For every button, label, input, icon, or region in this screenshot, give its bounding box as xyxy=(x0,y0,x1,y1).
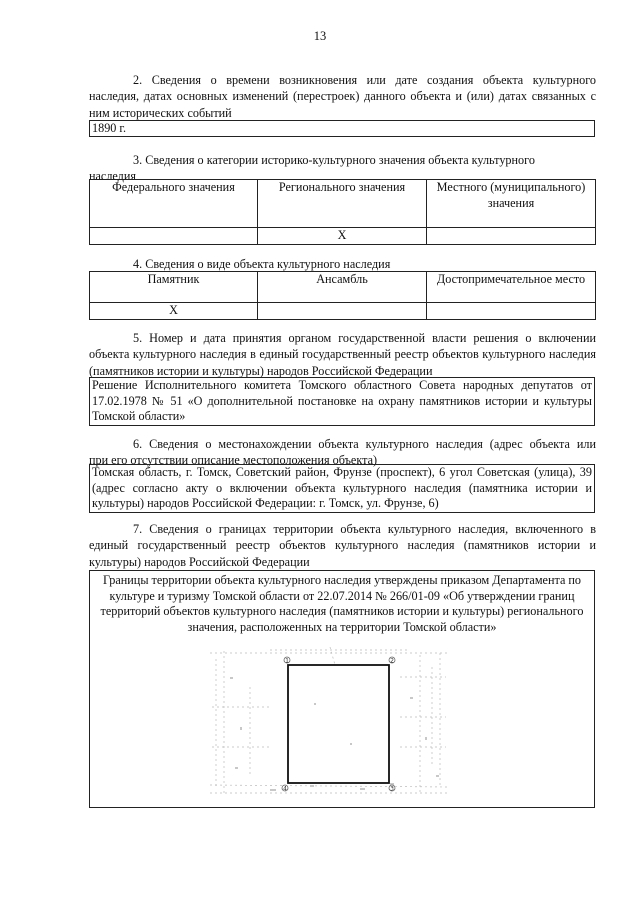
section-4-heading xyxy=(89,256,596,272)
section-5-heading-rest: объекта культурного наследия в единый государственный реестр объектов культурного наследия (памятников истории и культуры) народов Российской Федерации xyxy=(89,347,596,378)
section-5-heading xyxy=(89,330,596,379)
point-3-marker xyxy=(389,785,395,793)
category-table xyxy=(89,179,596,245)
section-2-heading-line1: 2. Сведения о времени возникновения или дате создания объекта культурного xyxy=(133,73,596,87)
type-table xyxy=(89,271,596,320)
type-monument-header: Памятник xyxy=(90,272,258,303)
point-2-marker xyxy=(389,657,395,665)
section-7-map-box xyxy=(89,570,595,808)
category-federal-mark xyxy=(90,228,258,245)
type-monument-mark: Х xyxy=(90,303,258,320)
section-5-heading-line1: 5. Номер и дата принятия органом государственной власти решения о включении xyxy=(133,331,596,345)
point-2-label: 2 xyxy=(390,657,394,665)
type-landmark-header: Достопримечательное место xyxy=(427,272,596,303)
section-2-heading xyxy=(89,72,596,121)
section-5-value: Решение Исполнительного комитета Томского областного Совета народных депутатов от 17.02.1978 № 51 «О дополнительной постановке на охрану памятников истории и культуры Томской области» xyxy=(92,378,592,424)
point-4-label: 4 xyxy=(283,785,287,793)
type-ensemble-header: Ансамбль xyxy=(258,272,427,303)
section-2-heading-rest: наследия, датах основных изменений (перестроек) данного объекта и (или) датах связанных с ним исторических событий xyxy=(89,89,596,120)
category-local-mark xyxy=(427,228,596,245)
point-1-label: 1 xyxy=(285,657,289,665)
point-3-label: 3 xyxy=(390,785,394,793)
section-7-caption: Границы территории объекта культурного наследия утверждены приказом Департамента по культуре и туризму Томской области от 22.07.2014 № 266/01-09 «Об утверждении границ территорий объектов культурного наследия (памятников истории и культуры) регионального значения, расположенных на территории Томской области» xyxy=(100,573,584,634)
section-4-heading-line1: 4. Сведения о виде объекта культурного наследия xyxy=(133,257,391,271)
boundary-map xyxy=(210,647,450,797)
section-6-value: Томская область, г. Томск, Советский район, Фрунзе (проспект), 6 угол Советская (улица), 39 (адрес согласно акту о включении объекта культурного наследия (памятника истории и культуры) народов Российской Федерации: г. Томск, ул. Фрунзе, 6) xyxy=(92,465,592,511)
section-6-heading-rest: при его отсутствии описание местоположения объекта) xyxy=(89,453,378,468)
point-1-marker xyxy=(284,657,290,665)
section-3-heading-rest: наследия xyxy=(89,169,137,184)
boundary-polygon xyxy=(288,665,389,783)
category-local-header: Местного (муниципального) значения xyxy=(427,180,596,228)
map-background-dots xyxy=(230,677,439,791)
point-4-marker xyxy=(282,785,288,793)
type-ensemble-mark xyxy=(258,303,427,320)
section-2-value-box xyxy=(89,120,595,137)
section-6-value-box xyxy=(89,464,595,513)
section-6-heading-line1: 6. Сведения о местонахождении объекта культурного наследия (адрес объекта или xyxy=(133,437,596,451)
section-7-heading-rest: единый государственный реестр объектов культурного наследия (памятников истории и культуры) народов Российской Федерации xyxy=(89,538,596,569)
category-federal-header: Федерального значения xyxy=(90,180,258,228)
section-7-heading-line1: 7. Сведения о границах территории объекта культурного наследия, включенного в xyxy=(133,522,596,536)
section-3-heading-line1: 3. Сведения о категории историко-культурного значения объекта культурного xyxy=(133,153,535,167)
section-5-value-box xyxy=(89,377,595,426)
category-regional-mark: Х xyxy=(258,228,427,245)
category-regional-header: Регионального значения xyxy=(258,180,427,228)
type-landmark-mark xyxy=(427,303,596,320)
map-background-lines xyxy=(210,647,448,793)
section-2-value: 1890 г. xyxy=(92,121,127,135)
section-7-heading xyxy=(89,521,596,570)
page-number: 13 xyxy=(313,29,327,43)
